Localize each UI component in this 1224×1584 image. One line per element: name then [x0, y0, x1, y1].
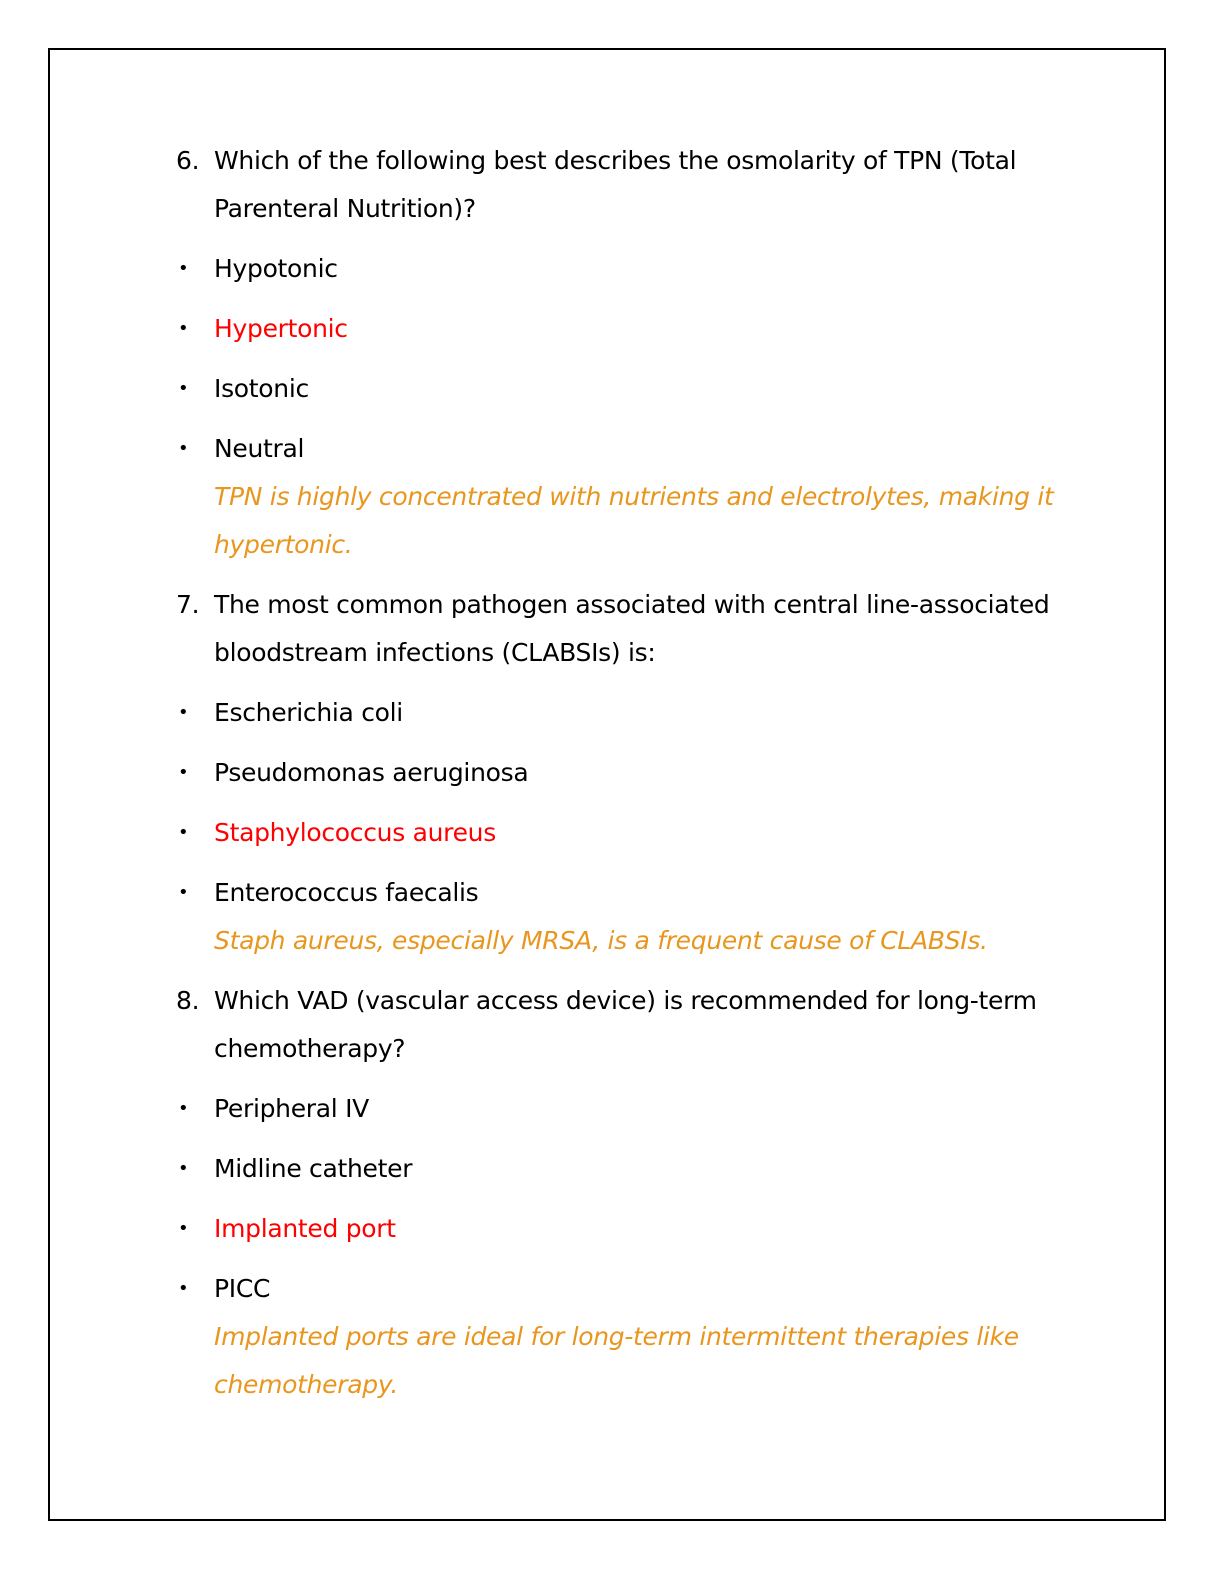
option-implanted-port-correct [176, 1205, 1076, 1253]
question-number: 7. [176, 590, 200, 619]
question-text: The most common pathogen associated with central line-associated bloodstream infections (CLABSIs) is: [214, 590, 1050, 667]
question-number: 6. [176, 146, 200, 175]
question-number: 8. [176, 986, 200, 1015]
explanation: TPN is highly concentrated with nutrients and electrolytes, making it hypertonic. [214, 482, 1054, 559]
question-8 [176, 977, 1076, 1073]
option-midline-catheter [176, 1145, 1076, 1193]
option-text: Enterococcus faecalis [214, 878, 479, 907]
explanation: Staph aureus, especially MRSA, is a frequent cause of CLABSIs. [214, 926, 988, 955]
bullet-icon: • [178, 378, 189, 399]
option-neutral [176, 425, 1076, 473]
option-text: Implanted port [214, 1214, 396, 1243]
option-text: PICC [214, 1274, 271, 1303]
question-text: Which of the following best describes the osmolarity of TPN (Total Parenteral Nutrition)? [214, 146, 1017, 223]
bullet-icon: • [178, 438, 189, 459]
bullet-icon: • [178, 1158, 189, 1179]
bullet-icon: • [178, 822, 189, 843]
quiz-content [176, 137, 1076, 1421]
bullet-icon: • [178, 1098, 189, 1119]
bullet-icon: • [178, 258, 189, 279]
bullet-icon: • [178, 882, 189, 903]
option-text: Escherichia coli [214, 698, 403, 727]
explanation: Implanted ports are ideal for long-term intermittent therapies like chemotherapy. [214, 1322, 1019, 1399]
option-text: Neutral [214, 434, 305, 463]
option-isotonic [176, 365, 1076, 413]
option-hypertonic-correct [176, 305, 1076, 353]
option-text: Peripheral IV [214, 1094, 369, 1123]
option-hypotonic [176, 245, 1076, 293]
option-text: Hypertonic [214, 314, 348, 343]
option-staphylococcus-aureus-correct [176, 809, 1076, 857]
option-enterococcus-faecalis [176, 869, 1076, 917]
bullet-icon: • [178, 1278, 189, 1299]
option-peripheral-iv [176, 1085, 1076, 1133]
option-text: Hypotonic [214, 254, 338, 283]
question-text: Which VAD (vascular access device) is recommended for long-term chemotherapy? [214, 986, 1037, 1063]
question-6 [176, 137, 1076, 233]
bullet-icon: • [178, 1218, 189, 1239]
option-picc [176, 1265, 1076, 1313]
bullet-icon: • [178, 762, 189, 783]
question-7 [176, 581, 1076, 677]
bullet-icon: • [178, 318, 189, 339]
option-text: Staphylococcus aureus [214, 818, 496, 847]
option-escherichia-coli [176, 689, 1076, 737]
option-pseudomonas-aeruginosa [176, 749, 1076, 797]
option-text: Isotonic [214, 374, 309, 403]
bullet-icon: • [178, 702, 189, 723]
option-text: Pseudomonas aeruginosa [214, 758, 529, 787]
option-text: Midline catheter [214, 1154, 413, 1183]
